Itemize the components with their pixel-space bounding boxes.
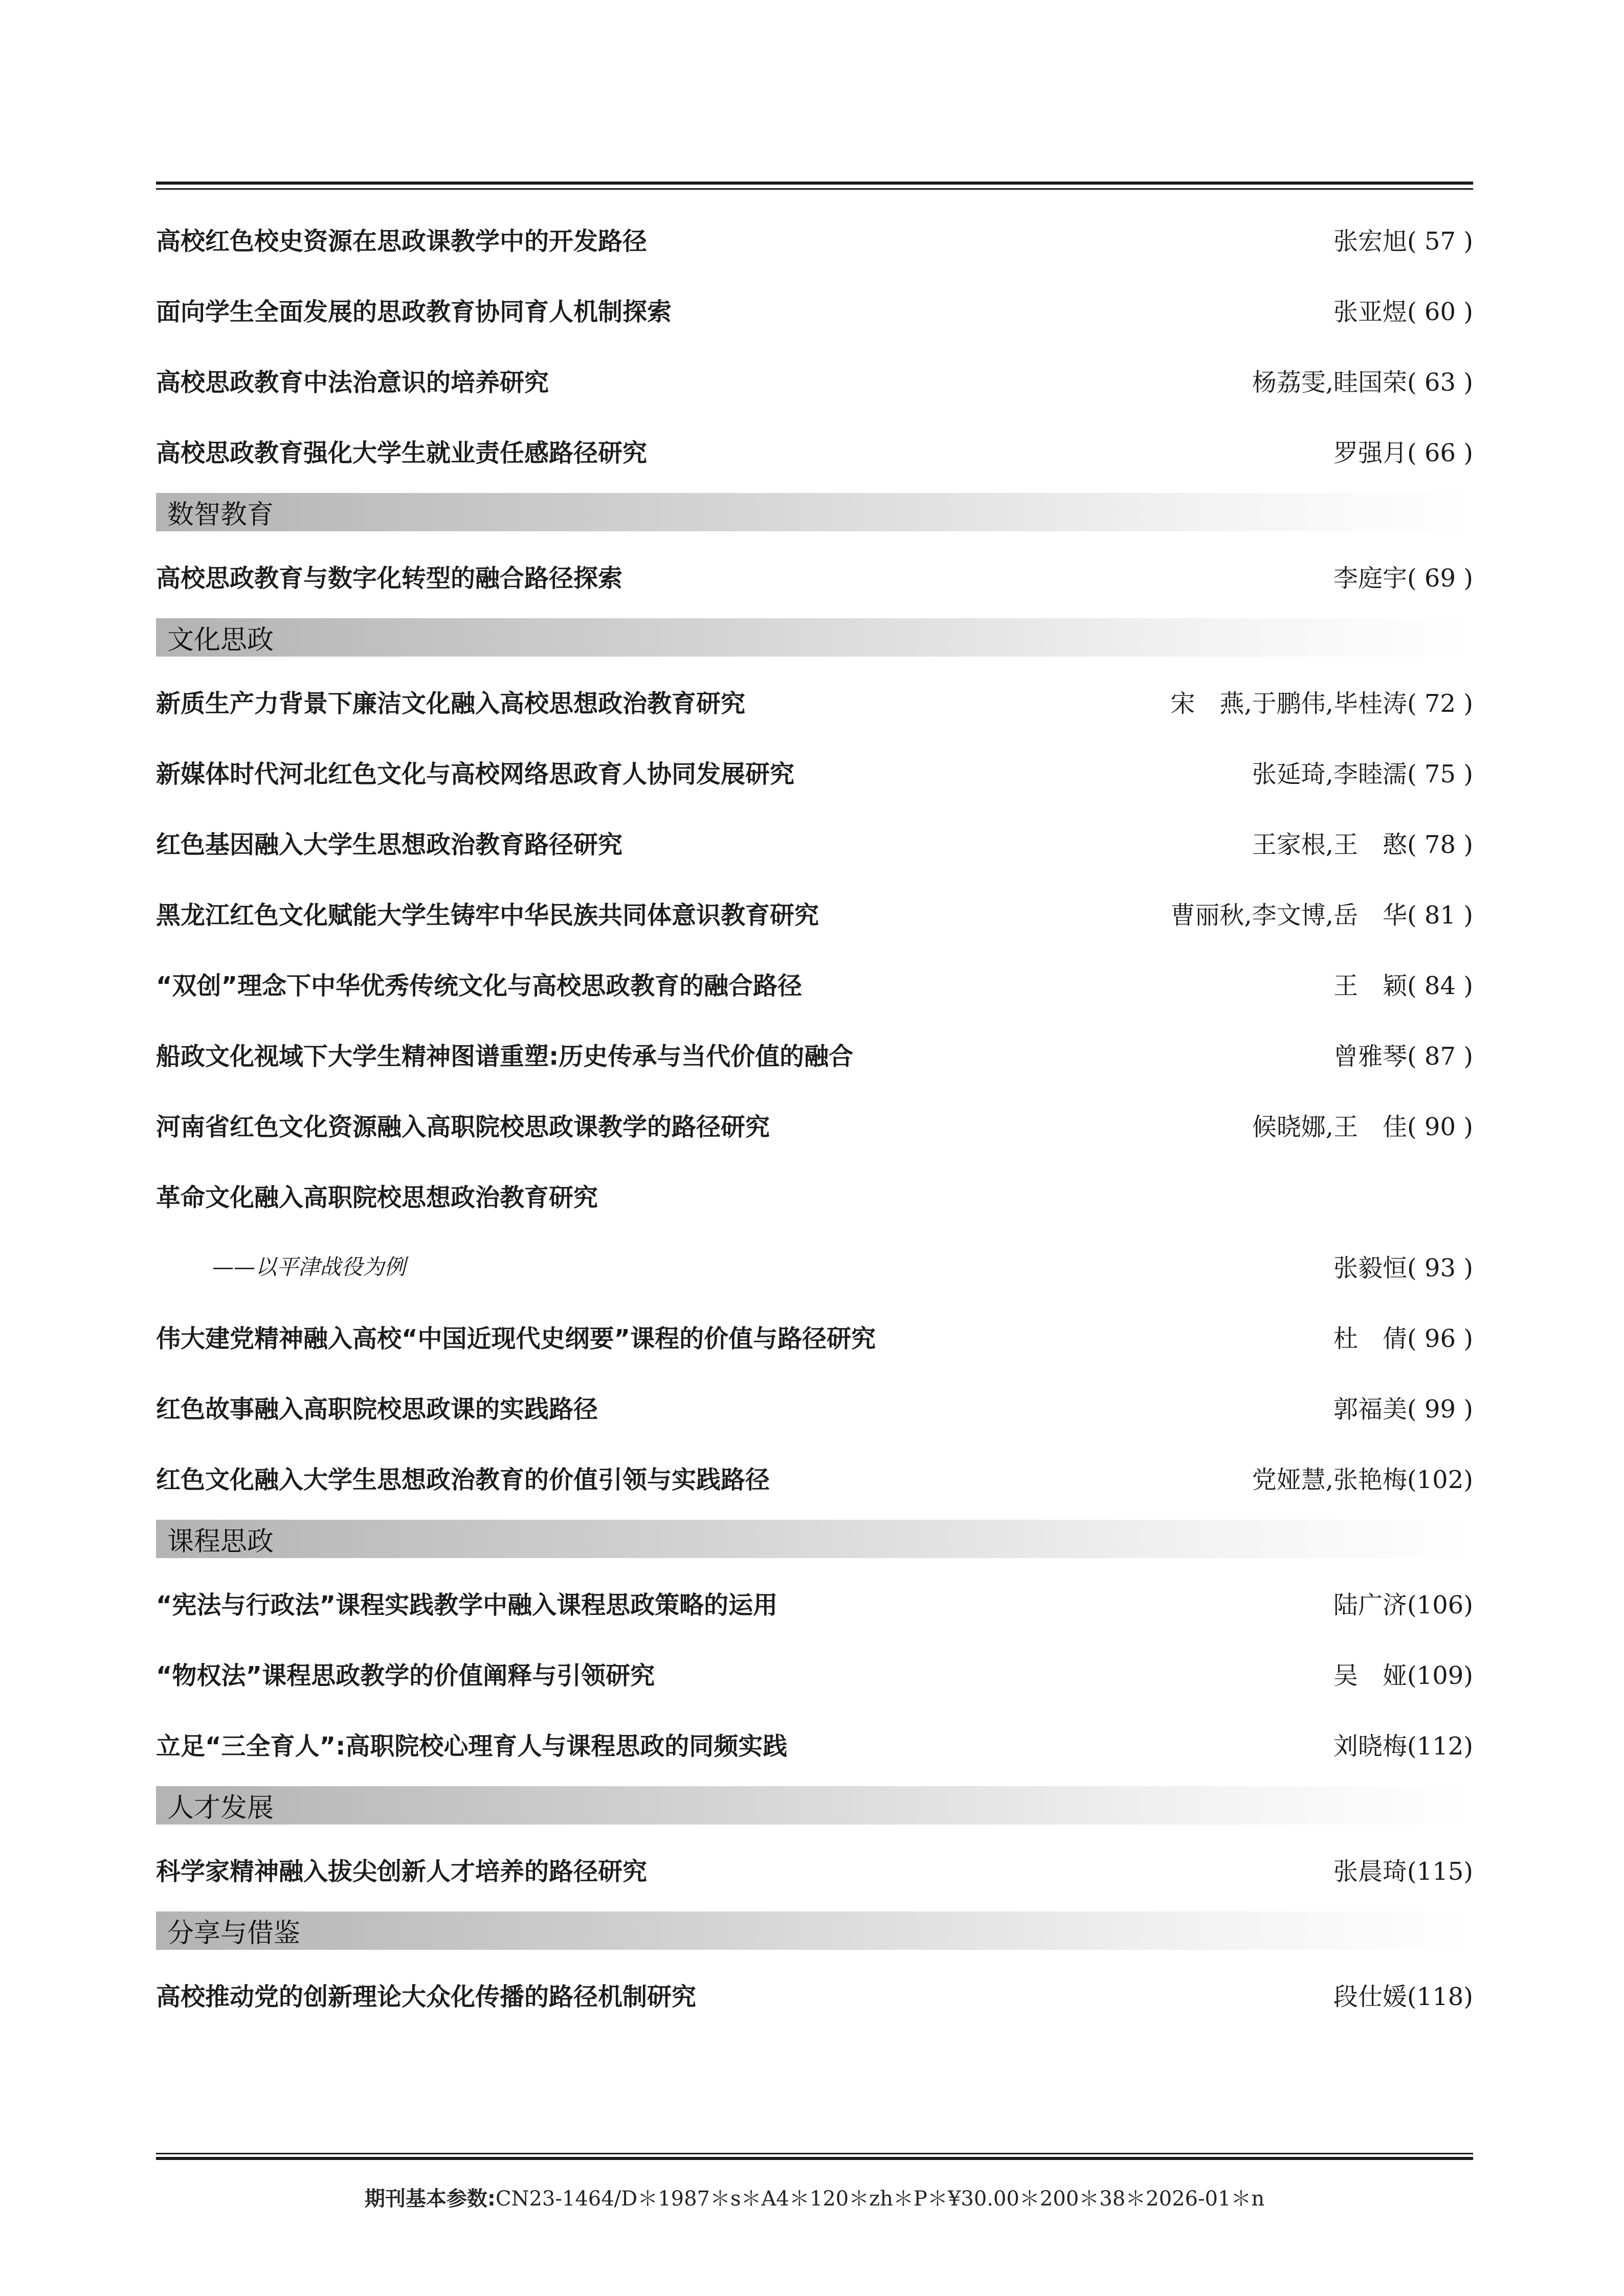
article-title: 黑龙江红色文化赋能大学生铸牢中华民族共同体意识教育研究 (156, 901, 819, 930)
article-title: 高校思政教育与数字化转型的融合路径探索 (156, 564, 623, 593)
section-title: 文化思政 (167, 625, 274, 656)
article-title: 红色文化融入大学生思想政治教育的价值引领与实践路径 (156, 1465, 770, 1494)
article-title: “双创”理念下中华优秀传统文化与高校思政教育的融合路径 (156, 971, 803, 1000)
article-title: 高校思政教育强化大学生就业责任感路径研究 (156, 438, 648, 467)
article-title: 红色故事融入高职院校思政课的实践路径 (156, 1394, 598, 1424)
toc-entry[interactable] (156, 345, 1473, 415)
article-author-page: 杜 倩( 96 ) (1333, 1324, 1473, 1353)
section-header (156, 1786, 1473, 1825)
article-title: 河南省红色文化资源融入高职院校思政课教学的路径研究 (156, 1112, 770, 1141)
section-title: 课程思政 (167, 1526, 274, 1557)
article-author-page: 杨荔雯,眭国荣( 63 ) (1252, 368, 1473, 397)
article-author-page: 宋 燕,于鹏伟,毕桂涛( 72 ) (1170, 689, 1473, 718)
article-author-page: 王 颖( 84 ) (1333, 971, 1473, 1000)
article-title: 伟大建党精神融入高校“中国近现代史纲要”课程的价值与路径研究 (156, 1324, 876, 1353)
article-title: 革命文化融入高职院校思想政治教育研究 (156, 1183, 598, 1212)
article-title: 新质生产力背景下廉洁文化融入高校思想政治教育研究 (156, 689, 746, 718)
toc-entry[interactable] (156, 948, 1473, 1019)
toc-entry-subtitle[interactable] (156, 1230, 1473, 1301)
section-header (156, 1911, 1473, 1950)
article-title: 科学家精神融入拔尖创新人才培养的路径研究 (156, 1857, 648, 1886)
article-author-page: 张亚煜( 60 ) (1333, 297, 1473, 326)
toc-entry[interactable] (156, 1019, 1473, 1089)
toc-entry[interactable] (156, 736, 1473, 807)
article-title: 船政文化视域下大学生精神图谱重塑:历史传承与当代价值的融合 (156, 1042, 854, 1071)
article-title: 面向学生全面发展的思政教育协同育人机制探索 (156, 297, 672, 326)
article-author-page: 段仕媛(118) (1333, 1982, 1473, 2011)
bottom-rule-thick (156, 2157, 1473, 2160)
section-header (156, 493, 1473, 531)
article-author-page: 吴 娅(109) (1333, 1661, 1473, 1690)
section-title: 数智教育 (167, 500, 274, 530)
article-title: “物权法”课程思政教学的价值阐释与引领研究 (156, 1661, 655, 1690)
article-author-page: 张晨琦(115) (1333, 1857, 1473, 1886)
bottom-rule-thin (156, 2153, 1473, 2154)
article-title: 高校推动党的创新理论大众化传播的路径机制研究 (156, 1982, 697, 2011)
table-of-contents (156, 204, 1473, 2030)
toc-entry[interactable] (156, 1371, 1473, 1442)
article-author-page: 张毅恒( 93 ) (1333, 1253, 1473, 1282)
toc-entry[interactable] (156, 541, 1473, 611)
article-author-page: 张宏旭( 57 ) (1333, 227, 1473, 256)
toc-entry[interactable] (156, 1708, 1473, 1779)
journal-parameters-label: 期刊基本参数: (364, 2187, 496, 2211)
toc-entry[interactable] (156, 666, 1473, 736)
article-title: “宪法与行政法”课程实践教学中融入课程思政策略的运用 (156, 1590, 778, 1619)
article-author-page: 曹丽秋,李文博,岳 华( 81 ) (1170, 901, 1473, 930)
article-title: 高校红色校史资源在思政课教学中的开发路径 (156, 227, 648, 256)
toc-entry[interactable] (156, 1160, 1473, 1230)
article-title: 新媒体时代河北红色文化与高校网络思政育人协同发展研究 (156, 759, 795, 789)
toc-entry[interactable] (156, 1442, 1473, 1513)
journal-parameters (156, 2182, 1473, 2212)
toc-entry[interactable] (156, 204, 1473, 274)
toc-entry[interactable] (156, 877, 1473, 948)
article-author-page: 陆广济(106) (1333, 1590, 1473, 1619)
toc-entry[interactable] (156, 1638, 1473, 1708)
top-rule-thin (156, 188, 1473, 190)
article-author-page: 刘晓梅(112) (1333, 1731, 1473, 1761)
article-author-page: 郭福美( 99 ) (1333, 1394, 1473, 1424)
toc-entry[interactable] (156, 415, 1473, 486)
article-author-page: 罗强月( 66 ) (1333, 438, 1473, 467)
article-author-page: 王家根,王 憨( 78 ) (1252, 830, 1473, 859)
article-author-page: 候晓娜,王 佳( 90 ) (1252, 1112, 1473, 1141)
section-title: 人才发展 (167, 1793, 274, 1824)
article-author-page: 曾雅琴( 87 ) (1333, 1042, 1473, 1071)
toc-entry[interactable] (156, 1089, 1473, 1160)
section-title: 分享与借鉴 (167, 1918, 301, 1949)
top-rule-thick (156, 182, 1473, 185)
toc-entry[interactable] (156, 807, 1473, 877)
journal-parameters-value: CN23-1464/D＊1987＊s＊A4＊120＊zh＊P＊¥30.00＊200＊38＊2026-01＊n (495, 2187, 1265, 2211)
article-author-page: 李庭宇( 69 ) (1333, 564, 1473, 593)
article-author-page: 党娅慧,张艳梅(102) (1252, 1465, 1473, 1494)
article-title: 红色基因融入大学生思想政治教育路径研究 (156, 830, 623, 859)
article-title: ——以平津战役为例 (212, 1254, 406, 1279)
toc-entry[interactable] (156, 1301, 1473, 1371)
article-author-page: 张延琦,李睦濡( 75 ) (1252, 759, 1473, 789)
section-header (156, 618, 1473, 657)
section-header (156, 1520, 1473, 1558)
toc-entry[interactable] (156, 1567, 1473, 1638)
toc-entry[interactable] (156, 1834, 1473, 1904)
article-title: 高校思政教育中法治意识的培养研究 (156, 368, 549, 397)
toc-entry[interactable] (156, 274, 1473, 345)
article-title: 立足“三全育人”:高职院校心理育人与课程思政的同频实践 (156, 1731, 788, 1761)
toc-entry[interactable] (156, 1959, 1473, 2030)
